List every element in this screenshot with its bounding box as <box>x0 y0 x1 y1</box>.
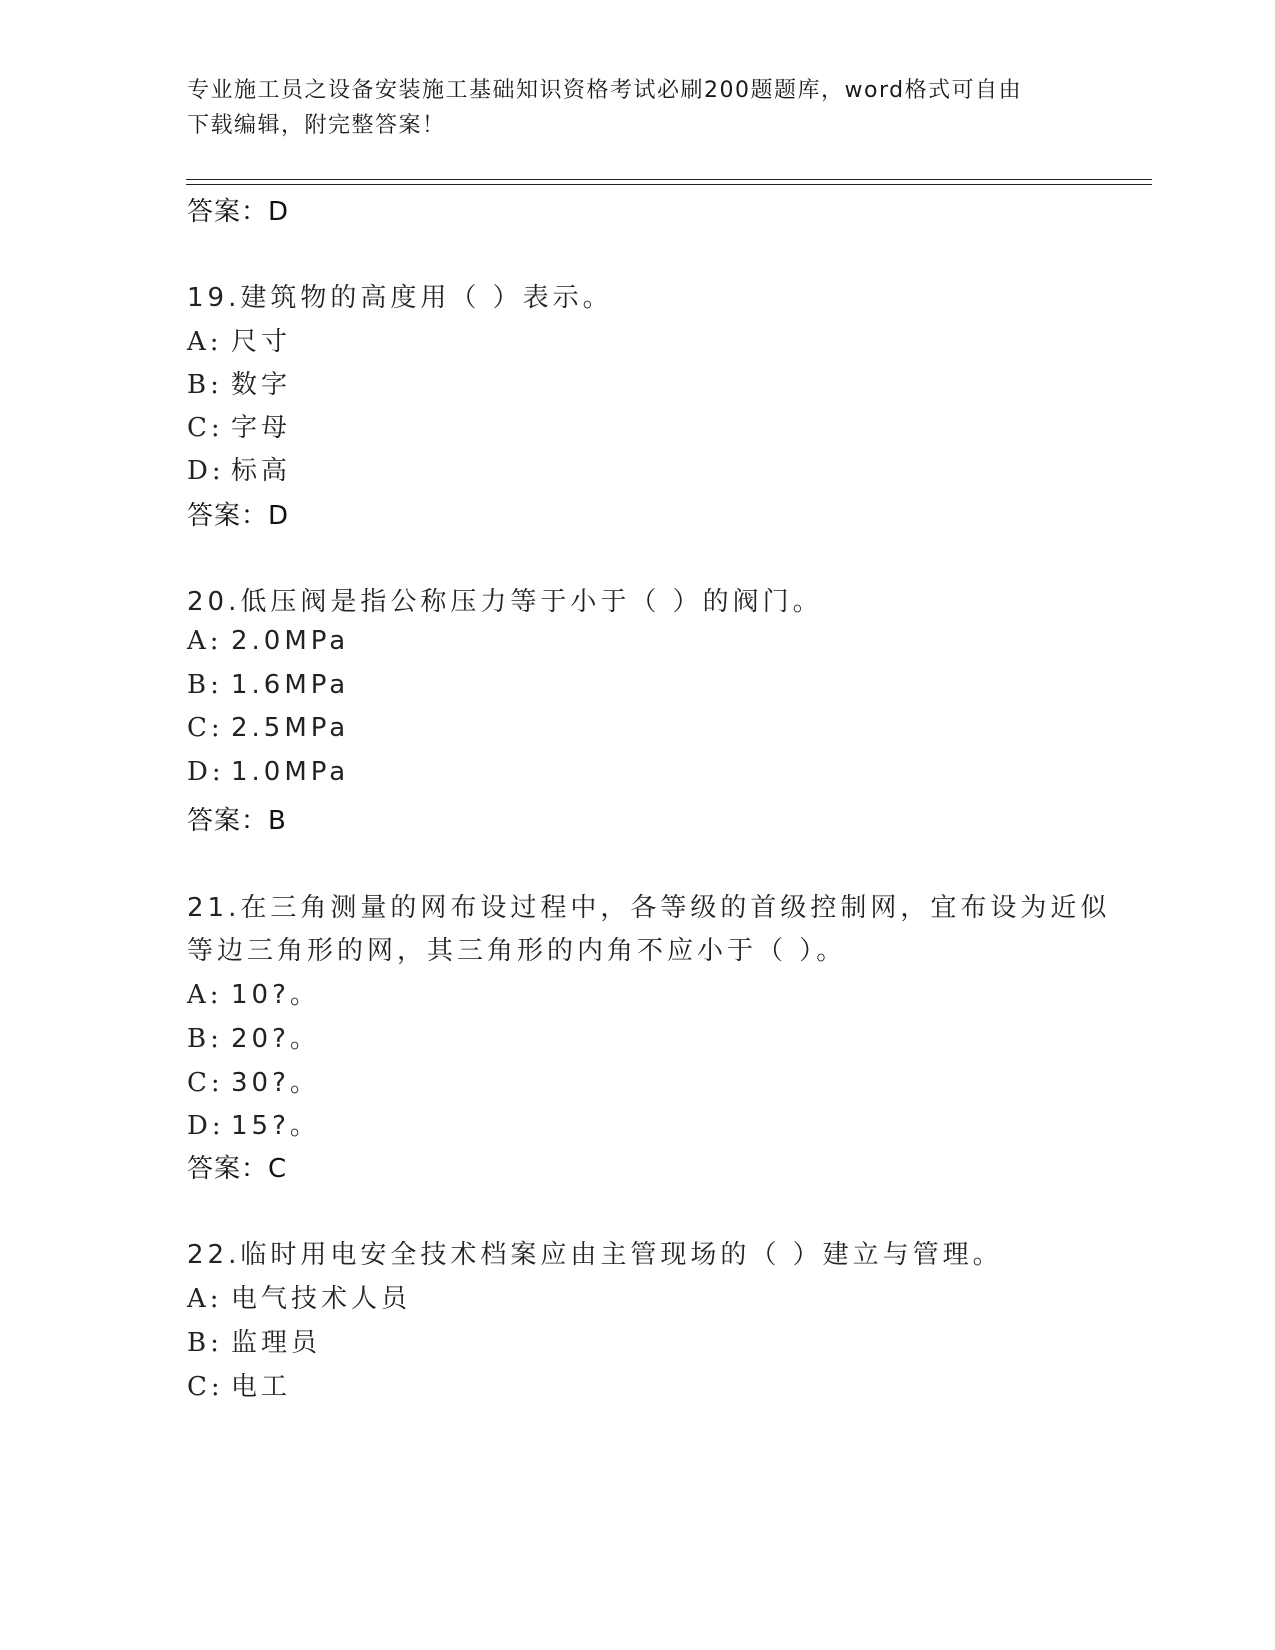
option-key: B: <box>187 670 223 700</box>
option-text: 2.5MPa <box>231 713 350 743</box>
header-divider-bottom <box>186 184 1152 185</box>
option-text: 15?。 <box>231 1111 320 1141</box>
option-text: 字母 <box>231 413 292 443</box>
question-20-text: 20.低压阀是指公称压力等于小于（ ）的阀门。 <box>187 587 823 617</box>
previous-answer: 答案：D <box>187 197 290 227</box>
option-key: A: <box>187 980 223 1010</box>
question-20-option-b <box>187 670 349 700</box>
question-22-text: 22.临时用电安全技术档案应由主管现场的（ ）建立与管理。 <box>187 1240 1003 1270</box>
question-21-option-c <box>187 1062 320 1099</box>
question-21-option-d <box>187 1105 320 1142</box>
option-key: C: <box>187 1068 224 1098</box>
header-line-2: 下载编辑，附完整答案！ <box>187 113 446 138</box>
question-22-option-a <box>187 1278 411 1315</box>
document-header <box>187 73 1087 143</box>
question-20-answer: 答案：B <box>187 806 287 836</box>
option-text: 电气技术人员 <box>231 1284 412 1314</box>
option-key: D: <box>187 757 225 787</box>
option-text: 监理员 <box>231 1328 322 1358</box>
option-key: B: <box>187 1328 223 1358</box>
question-20-option-c <box>187 713 349 743</box>
option-key: A: <box>187 1284 223 1314</box>
option-text: 2.0MPa <box>231 626 350 656</box>
option-text: 数字 <box>231 370 292 400</box>
option-key: C: <box>187 1372 224 1402</box>
option-text: 1.6MPa <box>231 670 350 700</box>
question-22-option-b <box>187 1322 321 1359</box>
option-key: C: <box>187 713 224 743</box>
option-text: 尺寸 <box>231 327 292 357</box>
question-19-option-c <box>187 407 291 444</box>
question-21-text-line-1: 21.在三角测量的网布设过程中，各等级的首级控制网，宜布设为近似 <box>187 893 1111 923</box>
option-key: A: <box>187 327 223 357</box>
question-20-option-d <box>187 757 349 787</box>
option-text: 10?。 <box>231 980 320 1010</box>
option-key: D: <box>187 1111 225 1141</box>
question-21-text-line-2: 等边三角形的网，其三角形的内角不应小于（ ）。 <box>187 936 847 966</box>
question-19-option-a <box>187 321 291 358</box>
option-text: 标高 <box>231 456 292 486</box>
option-text: 30?。 <box>231 1068 320 1098</box>
question-19-answer: 答案：D <box>187 501 290 531</box>
option-text: 电工 <box>231 1372 292 1402</box>
header-divider-top <box>186 179 1152 180</box>
question-19-option-d <box>187 450 291 487</box>
option-key: D: <box>187 456 225 486</box>
question-21-option-a <box>187 974 320 1011</box>
question-21-option-b <box>187 1018 320 1055</box>
question-22-option-c <box>187 1366 291 1403</box>
question-20-option-a <box>187 626 349 656</box>
question-21-answer: 答案：C <box>187 1154 288 1184</box>
option-key: A: <box>187 626 223 656</box>
option-text: 1.0MPa <box>231 757 350 787</box>
option-key: B: <box>187 370 223 400</box>
question-19-option-b <box>187 364 291 401</box>
option-key: C: <box>187 413 224 443</box>
header-line-1: 专业施工员之设备安装施工基础知识资格考试必刷200题题库，word格式可自由 <box>187 78 1023 103</box>
option-text: 20?。 <box>231 1024 320 1054</box>
option-key: B: <box>187 1024 223 1054</box>
question-19-text: 19.建筑物的高度用（ ）表示。 <box>187 283 613 313</box>
